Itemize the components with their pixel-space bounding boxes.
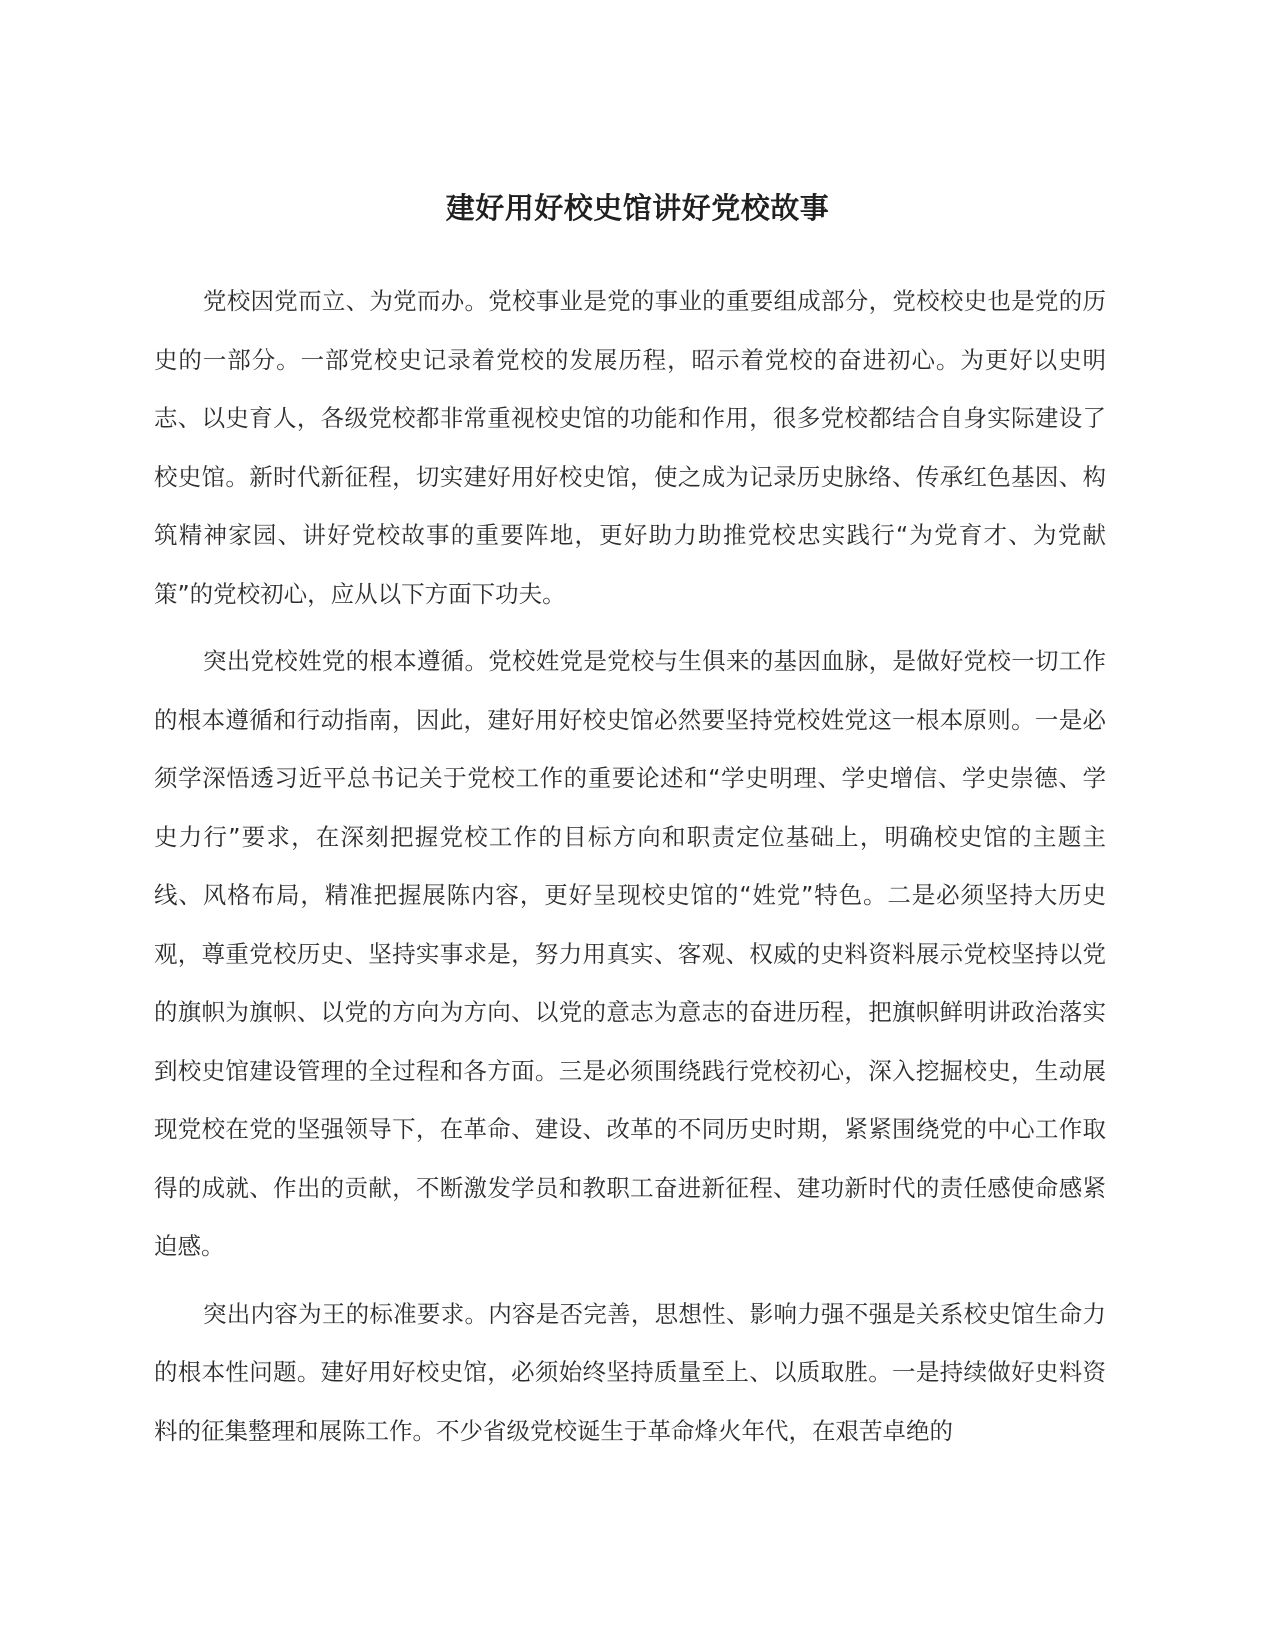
paragraph-content-standard: 突出内容为王的标准要求。内容是否完善，思想性、影响力强不强是关系校史馆生命力的根本性问题。建好用好校史馆，必须始终坚持质量至上、以质取胜。一是持续做好史料资料的征集整理和展陈工作。不少省级党校诞生于革命烽火年代，在艰苦卓绝的 xyxy=(154,1299,1106,1445)
document-title: 建好用好校史馆讲好党校故事 xyxy=(445,191,830,225)
paragraph-party-principle: 突出党校姓党的根本遵循。党校姓党是党校与生俱来的基因血脉，是做好党校一切工作的根本遵循和行动指南，因此，建好用好校史馆必然要坚持党校姓党这一根本原则。一是必须学深悟透习近平总书记关于党校工作的重要论述和“学史明理、学史增信、学史崇德、学史力行”要求，在深刻把握党校工作的目标方向和职责定位基础上，明确校史馆的主题主线、风格布局，精准把握展陈内容，更好呈现校史馆的“姓党”特色。二是必须坚持大历史观，尊重党校历史、坚持实事求是，努力用真实、客观、权威的史料资料展示党校坚持以党的旗帜为旗帜、以党的方向为方向、以党的意志为意志的奋进历程，把旗帜鲜明讲政治落实到校史馆建设管理的全过程和各方面。三是必须围绕践行党校初心，深入挖掘校史，生动展现党校在党的坚强领导下，在革命、建设、改革的不同历史时期，紧紧围绕党的中心工作取得的成就、作出的贡献，不断激发学员和教职工奋进新征程、建功新时代的责任感使命感紧迫感。 xyxy=(154,647,1106,1260)
document-body xyxy=(154,272,1106,1460)
paragraph-intro: 党校因党而立、为党而办。党校事业是党的事业的重要组成部分，党校校史也是党的历史的一部分。一部党校史记录着党校的发展历程，昭示着党校的奋进初心。为更好以史明志、以史育人，各级党校都非常重视校史馆的功能和作用，很多党校都结合自身实际建设了校史馆。新时代新征程，切实建好用好校史馆，使之成为记录历史脉络、传承红色基因、构筑精神家园、讲好党校故事的重要阵地，更好助力助推党校忠实践行“为党育才、为党献策”的党校初心，应从以下方面下功夫。 xyxy=(154,287,1106,608)
